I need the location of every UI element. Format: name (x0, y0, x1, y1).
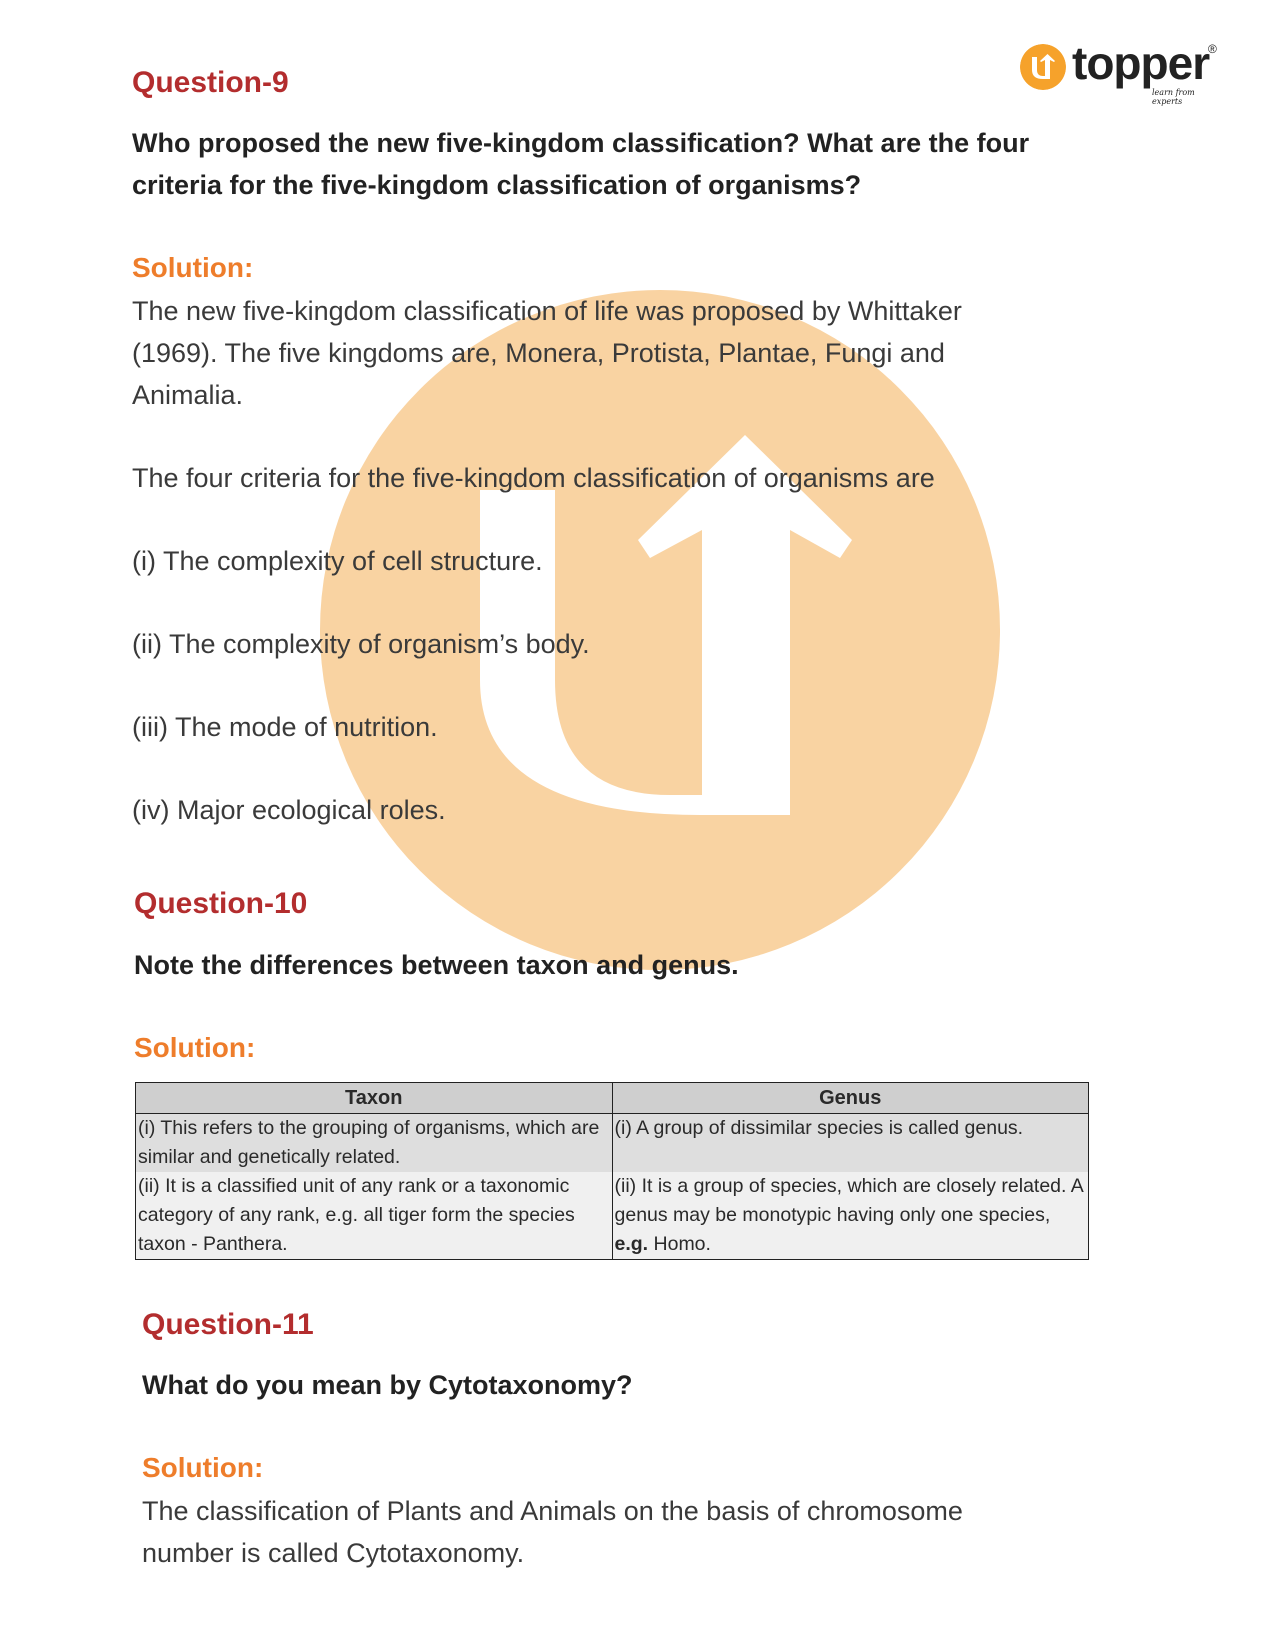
criteria-item: (i) The complexity of cell structure. (132, 546, 543, 576)
table-cell-genus (612, 1172, 1089, 1260)
genus-text-suffix: Homo. (648, 1233, 711, 1255)
question-9-answer-line-1: The new five-kingdom classification of life was proposed by Whittaker (132, 296, 962, 326)
topper-logo-tagline: learn from experts (1152, 88, 1195, 106)
topper-logo-mark-icon (1020, 44, 1066, 90)
question-9-answer-line-3: Animalia. (132, 380, 244, 410)
registered-mark: ® (1208, 42, 1217, 56)
topper-logo-wordmark: topper (1072, 37, 1210, 89)
question-9-solution-label: Solution: (132, 252, 254, 283)
question-11-answer-line-2: number is called Cytotaxonomy. (142, 1538, 525, 1568)
question-9-criteria-intro: The four criteria for the five-kingdom classification of organisms are (132, 463, 935, 493)
table-row (136, 1114, 1089, 1173)
question-9-text-line-2: criteria for the five-kingdom classification of organisms? (132, 170, 862, 200)
taxon-genus-table (135, 1082, 1089, 1260)
question-11-solution-label: Solution: (142, 1452, 264, 1483)
table-header-row (136, 1083, 1089, 1114)
question-10-title: Question-10 (134, 887, 308, 920)
criteria-item: (iii) The mode of nutrition. (132, 712, 438, 742)
criteria-item: (iv) Major ecological roles. (132, 795, 446, 825)
question-11-answer-line-1: The classification of Plants and Animals on the basis of chromosome (142, 1496, 963, 1526)
table-header-taxon: Taxon (136, 1083, 613, 1114)
question-10-text: Note the differences between taxon and genus. (134, 950, 739, 980)
table-cell-taxon: (ii) It is a classified unit of any rank or a taxonomic category of any rank, e.g. all tiger form the species taxon - Panthera. (136, 1172, 613, 1260)
question-10-solution-label: Solution: (134, 1032, 256, 1063)
genus-text-bold: e.g. (614, 1233, 649, 1255)
criteria-item: (ii) The complexity of organism’s body. (132, 629, 590, 659)
table-cell-genus: (i) A group of dissimilar species is called genus. (612, 1114, 1089, 1173)
question-11-text: What do you mean by Cytotaxonomy? (142, 1370, 633, 1400)
topper-logo (1020, 37, 1220, 106)
table-row (136, 1172, 1089, 1260)
question-9-title: Question-9 (132, 66, 289, 99)
genus-text-prefix: (ii) It is a group of species, which are closely related. A genus may be monotypic having only one species, (614, 1175, 1083, 1226)
table-cell-taxon: (i) This refers to the grouping of organisms, which are similar and genetically related. (136, 1114, 613, 1173)
question-9-text-line-1: Who proposed the new five-kingdom classification? What are the four (132, 128, 1030, 158)
question-9-answer-line-2: (1969). The five kingdoms are, Monera, Protista, Plantae, Fungi and (132, 338, 945, 368)
question-11-title: Question-11 (142, 1308, 314, 1341)
table-header-genus: Genus (612, 1083, 1089, 1114)
